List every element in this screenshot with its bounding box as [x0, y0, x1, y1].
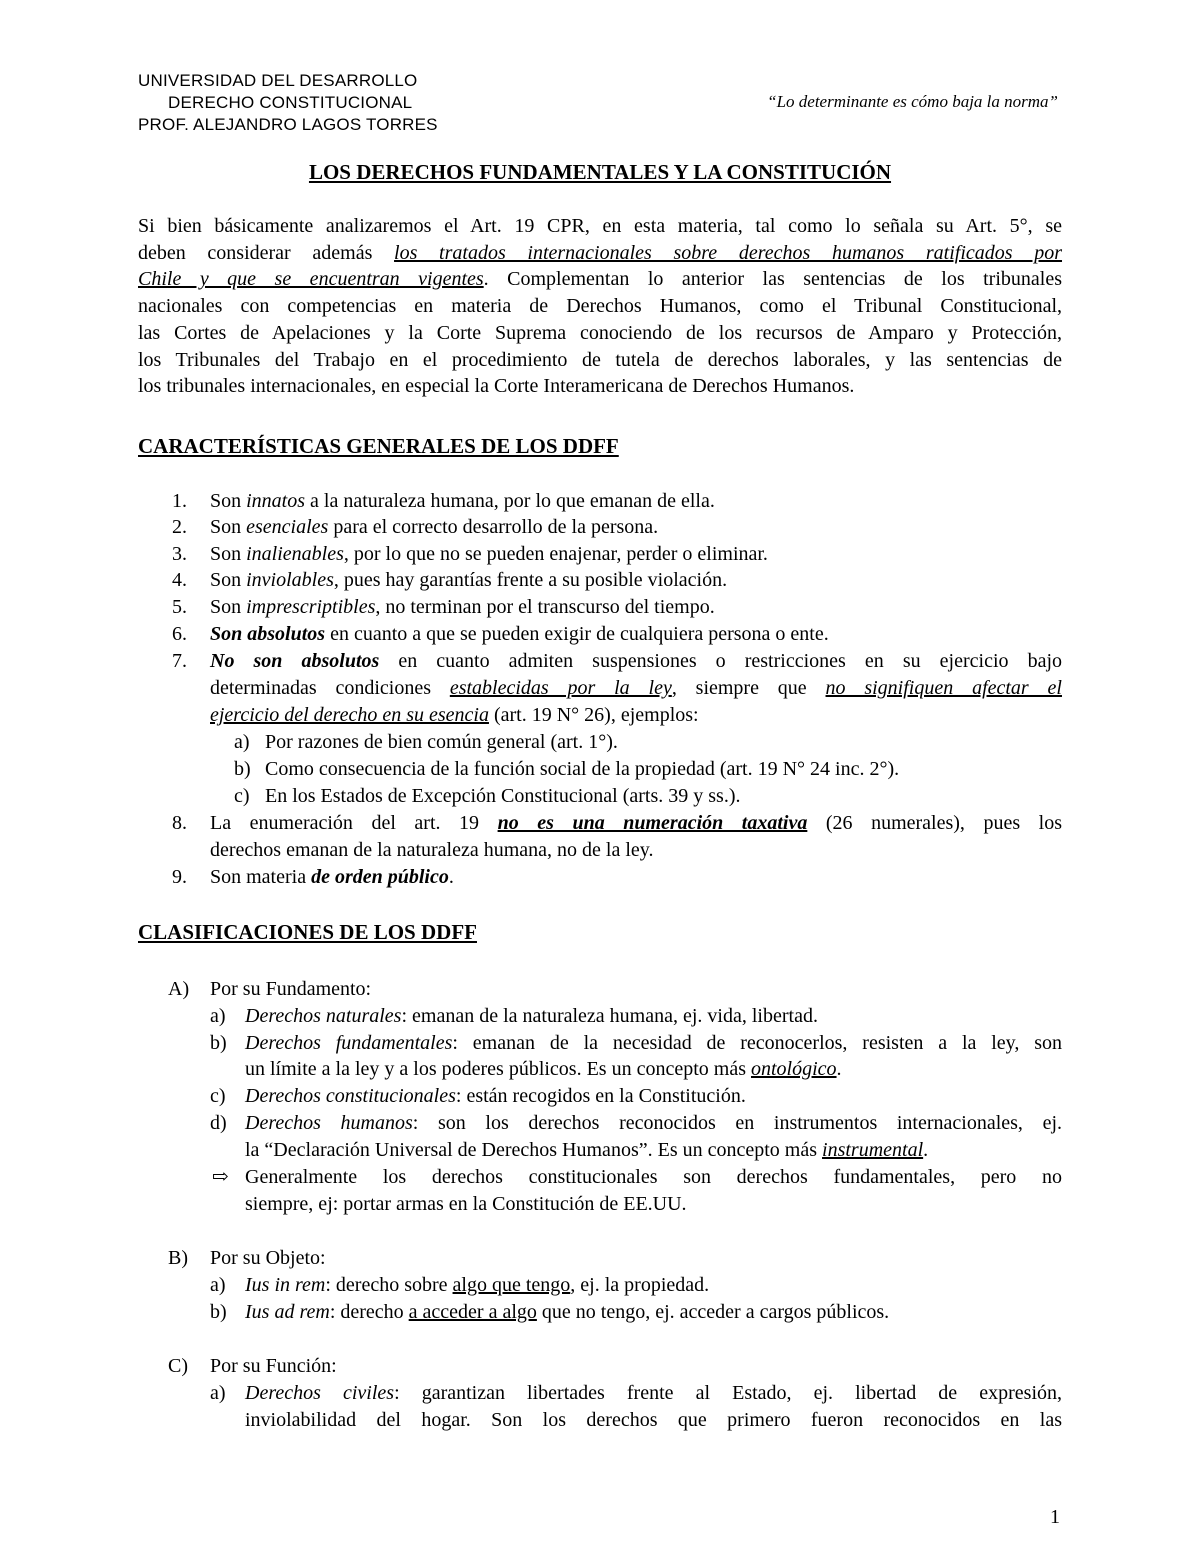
list-item: Son innatos a la naturaleza humana, por lo que emanan de ella.	[210, 490, 715, 512]
sublist-item: Ius in rem: derecho sobre algo que tengo, ej. la propiedad.	[245, 1274, 710, 1296]
page-number: 1	[1050, 1506, 1060, 1528]
group-label: Por su Objeto:	[210, 1247, 326, 1269]
sublist-continuation: un límite a la ley y a los poderes públicos. Es un concepto más ontológico.	[245, 1058, 842, 1080]
sublist-letter: c)	[210, 1085, 226, 1107]
list-number: 5.	[172, 596, 187, 618]
group-letter: A)	[168, 978, 190, 1000]
intro-emphasis: Chile y que se encuentran vigentes	[138, 268, 484, 290]
section-heading-caracteristicas: CARACTERÍSTICAS GENERALES DE LOS DDFF	[138, 434, 619, 458]
group-label: Por su Fundamento:	[210, 978, 372, 1000]
list-number: 9.	[172, 866, 187, 888]
intro-emphasis: los tratados internacionales sobre derechos humanos ratificados por	[394, 242, 1063, 264]
university-name: UNIVERSIDAD DEL DESARROLLO	[138, 71, 418, 90]
list-number: 6.	[172, 623, 187, 645]
sublist-item: Derechos humanos: son los derechos reconocidos en instrumentos internacionales, ej.	[245, 1112, 1063, 1134]
section-heading-clasificaciones: CLASIFICACIONES DE LOS DDFF	[138, 920, 477, 944]
page-title: LOS DERECHOS FUNDAMENTALES Y LA CONSTITUCIÓN	[308, 160, 892, 184]
intro-line-5: las Cortes de Apelaciones y la Corte Suprema conociendo de los recursos de Amparo y Protección,	[138, 322, 1062, 344]
sublist-letter: b)	[210, 1301, 227, 1323]
sublist-item: En los Estados de Excepción Constitucional (arts. 39 y ss.).	[265, 785, 741, 807]
intro-line-3	[138, 266, 1062, 293]
sublist-continuation: inviolabilidad del hogar. Son los derechos que primero fueron reconocidos en las	[245, 1409, 1062, 1431]
list-number: 3.	[172, 543, 187, 565]
list-number: 4.	[172, 569, 187, 591]
sublist-item: Derechos fundamentales: emanan de la necesidad de reconocerlos, resisten a la ley, son	[245, 1032, 1062, 1054]
intro-text: deben considerar además	[138, 242, 373, 264]
sublist-letter: b)	[210, 1032, 227, 1054]
list-item-continuation: derechos emanan de la naturaleza humana, no de la ley.	[210, 839, 654, 861]
list-item: La enumeración del art. 19 no es una numeración taxativa (26 numerales), pues los	[210, 812, 1062, 834]
sublist-letter: b)	[234, 758, 251, 780]
sublist-item: Derechos naturales: emanan de la naturaleza humana, ej. vida, libertad.	[245, 1005, 818, 1027]
sublist-item: Derechos constitucionales: están recogidos en la Constitución.	[245, 1085, 746, 1107]
list-item: Son inviolables, pues hay garantías frente a su posible violación.	[210, 569, 728, 591]
sublist-letter: a)	[234, 731, 250, 753]
list-number: 1.	[172, 490, 187, 512]
intro-line-4: nacionales con competencias en materia de Derechos Humanos, como el Tribunal Constitucional,	[138, 295, 1062, 317]
list-item: Son esenciales para el correcto desarrollo de la persona.	[210, 516, 659, 538]
list-item: Son absolutos en cuanto a que se pueden exigir de cualquiera persona o ente.	[210, 623, 829, 645]
group-label: Por su Función:	[210, 1355, 337, 1377]
motto: “Lo determinante es cómo baja la norma”	[767, 92, 1058, 111]
list-item: Son materia de orden público.	[210, 866, 454, 888]
intro-text: . Complementan lo anterior las sentencias de los tribunales	[483, 268, 1062, 290]
arrow-icon: ⇨	[212, 1166, 229, 1188]
list-item: Son imprescriptibles, no terminan por el transcurso del tiempo.	[210, 596, 715, 618]
group-letter: C)	[168, 1355, 188, 1377]
note-line: siempre, ej: portar armas en la Constitución de EE.UU.	[245, 1193, 687, 1215]
list-item: No son absolutos en cuanto admiten suspensiones o restricciones en su ejercicio bajo	[210, 650, 1062, 672]
list-item-continuation: determinadas condiciones establecidas por la ley, siempre que no signifiquen afectar el	[210, 677, 1062, 699]
list-number: 8.	[172, 812, 187, 834]
sublist-continuation: la “Declaración Universal de Derechos Humanos”. Es un concepto más instrumental.	[245, 1139, 929, 1161]
sublist-item: Por razones de bien común general (art. 1°).	[265, 731, 618, 753]
sublist-item: Como consecuencia de la función social de la propiedad (art. 19 N° 24 inc. 2°).	[265, 758, 900, 780]
list-item: Son inalienables, por lo que no se pueden enajenar, perder o eliminar.	[210, 543, 768, 565]
sublist-letter: a)	[210, 1005, 226, 1027]
sublist-item: Derechos civiles: garantizan libertades frente al Estado, ej. libertad de expresión,	[245, 1382, 1062, 1404]
course-name: DERECHO CONSTITUCIONAL	[168, 93, 413, 112]
intro-line-2	[138, 240, 1062, 267]
intro-line-7: los tribunales internacionales, en especial la Corte Interamericana de Derechos Humanos.	[138, 375, 855, 397]
professor-name: PROF. ALEJANDRO LAGOS TORRES	[138, 115, 438, 134]
list-number: 2.	[172, 516, 187, 538]
sublist-letter: a)	[210, 1274, 226, 1296]
list-number: 7.	[172, 650, 187, 672]
intro-line-1: Si bien básicamente analizaremos el Art. 19 CPR, en esta materia, tal como lo señala su Art. 5°, se	[138, 215, 1062, 237]
header-block	[138, 70, 438, 136]
list-item-continuation: ejercicio del derecho en su esencia (art. 19 N° 26), ejemplos:	[210, 704, 699, 726]
sublist-letter: d)	[210, 1112, 227, 1134]
sublist-letter: a)	[210, 1382, 226, 1404]
group-letter: B)	[168, 1247, 188, 1269]
sublist-item: Ius ad rem: derecho a acceder a algo que no tengo, ej. acceder a cargos públicos.	[245, 1301, 890, 1323]
sublist-letter: c)	[234, 785, 250, 807]
intro-line-6: los Tribunales del Trabajo en el procedimiento de tutela de derechos laborales, y las sentencias de	[138, 349, 1062, 371]
note-line: Generalmente los derechos constitucionales son derechos fundamentales, pero no	[245, 1166, 1062, 1188]
